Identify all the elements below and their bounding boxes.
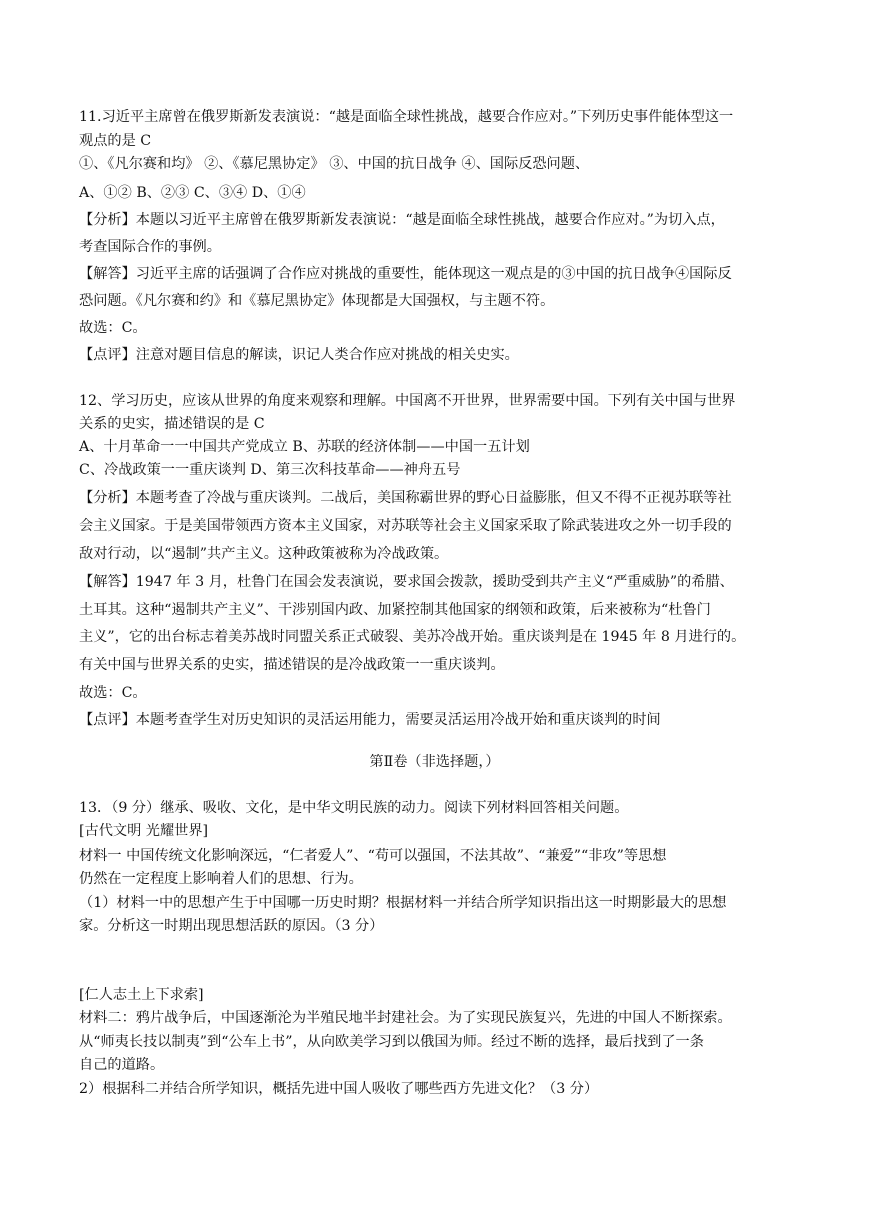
q11-analysis-cont: 考查国际合作的事例。 <box>79 239 221 255</box>
q13-subquestion-2: 2）根据科二并结合所学知识，概括先进中国人吸收了哪些西方先进文化？（3 分） <box>79 1081 599 1097</box>
q11-analysis: 【分析】本题以习近平主席曾在俄罗斯新发表演说：“越是面临全球性挑战，越要合作应对。”为切入点， <box>79 212 725 228</box>
q13-material2: 材料二：鸦片战争后，中国逐渐沦为半殖民地半封建社会。为了实现民族复兴，先进的中国人不断探索。 <box>79 1010 732 1026</box>
q12-analysis-cont1: 会主义国家。于是美国带领西方资本主义国家，对苏联等社会主义国家采取了除武装进攻之外一切手段的 <box>79 518 732 534</box>
q12-analysis-cont2: 敌对行动，以“遏制”共产主义。这种政策被称为冷战政策。 <box>79 546 449 562</box>
q12-comment: 【点评】本题考查学生对历史知识的灵活运用能力，需要灵活运用冷战开始和重庆谈判的时间 <box>79 712 661 728</box>
q13-subquestion-1: （1）材料一中的思想产生于中国哪一历史时期？根据材料一并结合所学知识指出这一时期影最大的思想 <box>79 895 727 911</box>
q13-material2-cont2: 自己的道路。 <box>79 1057 165 1073</box>
q12-stem: 12、学习历史，应该从世界的角度来观察和理解。中国离不开世界，世界需要中国。下列有关中国与世界 <box>79 393 736 409</box>
q12-options-row1: A、十月革命一一中国共产党成立 B、苏联的经济体制——中国一五计划 <box>79 439 530 455</box>
q13-heading-seekers: [仁人志土上下求索] <box>79 987 204 1003</box>
q11-answer: 【解答】习近平主席的话强调了合作应对挑战的重要性，能体现这一观点是的③中国的抗日战争④国际反 <box>79 266 732 282</box>
q12-answer: 【解答】1947 年 3 月，杜鲁门在国会发表演说，要求国会拨款，援助受到共产主义“严重威胁”的希腊、 <box>79 574 734 590</box>
q12-options-row2: C、冷战政策一一重庆谈判 D、第三次科技革命——神舟五号 <box>79 462 461 478</box>
q11-stem-cont: 观点的是 C <box>79 133 152 149</box>
q11-options: A、①② B、②③ C、③④ D、①④ <box>79 185 306 201</box>
q11-stem: 11.习近平主席曾在俄罗斯新发表演说：“越是面临全球性挑战，越要合作应对。”下列历史事件能体型这一 <box>79 109 734 125</box>
q11-choice: 故选：C。 <box>79 320 147 336</box>
q12-choice: 故选：C。 <box>79 685 147 701</box>
q12-analysis: 【分析】本题考查了冷战与重庆谈判。二战后，美国称霸世界的野心日益膨胀，但又不得不正视苏联等社 <box>79 490 732 506</box>
q13-subquestion-1-cont: 家。分析这一时期出现思想活跃的原因。（3 分） <box>79 918 384 934</box>
q12-answer-cont1: 土耳其。这种“遏制共产主义”、干涉别国内政、加紧控制其他国家的纲领和政策，后来被称为“杜鲁门 <box>79 602 711 618</box>
q13-material1: 材料一 中国传统文化影响深远，“仁者爱人”、“苟可以强国，不法其故”、“兼爱”“非攻”等思想 <box>79 848 667 864</box>
section-title: 第Ⅱ卷（非选择题，） <box>369 754 500 770</box>
q11-answer-cont: 恐问题。《凡尔赛和约》和《慕尼黑协定》体现都是大国强权，与主题不符。 <box>79 293 555 309</box>
q13-material1-cont: 仍然在一定程度上影响着人们的思想、行为。 <box>79 871 363 887</box>
q13-heading-ancient: [古代文明 光耀世界] <box>79 823 209 839</box>
q11-comment: 【点评】注意对题目信息的解读，识记人类合作应对挑战的相关史实。 <box>79 347 519 363</box>
q12-answer-cont2: 主义”，它的出台标志着美苏战时同盟关系正式破裂、美苏冷战开始。重庆谈判是在 1945 年 8 月进行的。 <box>79 629 746 645</box>
q13-material2-cont1: 从“师夷长技以制夷”到“公车上书”，从向欧美学习到以俄国为师。经过不断的选择，最后找到了一条 <box>79 1034 704 1050</box>
q11-items: ①、《凡尔赛和均》 ②、《慕尼黑协定》 ③、中国的抗日战争 ④、国际反恐问题、 <box>79 156 590 172</box>
q12-stem-cont: 关系的史实，描述错误的是 C <box>79 416 265 432</box>
q13-intro: 13．（9 分）继承、吸收、文化，是中华文明民族的动力。阅读下列材料回答相关问题。 <box>79 800 629 816</box>
q12-answer-cont3: 有关中国与世界关系的史实，描述错误的是冷战政策一一重庆谈判。 <box>79 657 505 673</box>
